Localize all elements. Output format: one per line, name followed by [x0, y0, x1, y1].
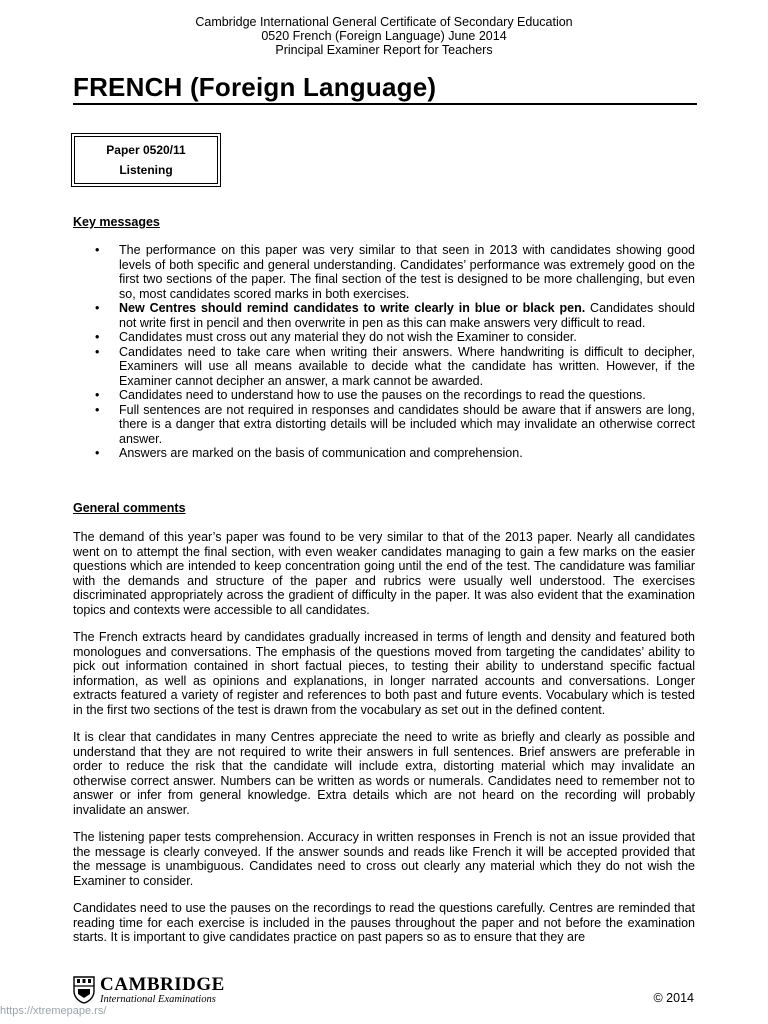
paragraph: It is clear that candidates in many Centres appreciate the need to write as briefly and clearly as possible and understand that they are not required to write their answers in full sentences. Brief answers are preferable in order to reduce the risk that the candidate will include extra, distorting material which may invalidate an otherwise correct answer. Numbers can be written as words or numerals. Candidates need to remember not to answer or infer from general knowledge. Extra details which are not heard on the recording will probably invalidate an answer. — [73, 730, 695, 817]
general-comments-body — [73, 530, 695, 958]
list-item — [73, 345, 695, 389]
paragraph: The demand of this year’s paper was found to be very similar to that of the 2013 paper. Nearly all candidates went on to attempt the final section, with even weaker candidates managing to gain a few marks on the easier questions which are intended to keep concentration going until the end of the test. The candidature was familiar with the demands and structure of the paper and rubrics were usually well understood. The exercises discriminated appropriately across the gradient of difficulty in the paper. It was also evident that the examination topics and contexts were accessible to all candidates. — [73, 530, 695, 617]
paper-number: Paper 0520/11 — [106, 143, 186, 157]
paper-info-box-inner — [74, 136, 218, 184]
watermark-url: https://xtremepape.rs/ — [0, 1005, 107, 1017]
list-item-text: The performance on this paper was very similar to that seen in 2013 with candidates showing good levels of both specific and general understanding. Candidates’ performance was extremely good on the first two sections of the paper. The final section of the test is designed to be more challenging, but even so, most candidates scored marks in both exercises. — [119, 243, 695, 301]
cambridge-crest-icon — [73, 976, 95, 1004]
header-line-syllabus: 0520 French (Foreign Language) June 2014 — [261, 29, 507, 43]
list-item-text: Full sentences are not required in responses and candidates should be aware that if answers are long, there is a danger that extra distorting details will be included which may invalidate an otherwise correct answer. — [119, 402, 695, 446]
list-item-text: Answers are marked on the basis of communication and comprehension. — [119, 446, 523, 460]
bullet-icon: • — [95, 301, 100, 315]
list-item-text: Candidates must cross out any material they do not wish the Examiner to consider. — [119, 330, 577, 344]
list-item — [73, 243, 695, 301]
list-item — [73, 403, 695, 447]
page-title: FRENCH (Foreign Language) — [73, 72, 437, 102]
bullet-icon: • — [95, 344, 100, 359]
list-item-text: Candidates need to understand how to use the pauses on the recordings to read the questions. — [119, 388, 646, 402]
logo-name: CAMBRIDGE — [100, 973, 225, 995]
key-messages-list — [73, 243, 695, 461]
bullet-icon: • — [95, 330, 100, 344]
header-line-report: Principal Examiner Report for Teachers — [275, 43, 493, 57]
copyright-notice: © 2014 — [653, 991, 694, 1005]
logo-subtitle: International Examinations — [100, 993, 216, 1005]
paper-info-box — [71, 133, 221, 187]
key-messages-heading: Key messages — [73, 215, 160, 229]
bullet-icon: • — [95, 402, 100, 417]
cambridge-logo — [73, 975, 225, 1005]
paragraph: Candidates need to use the pauses on the recordings to read the questions carefully. Centres are reminded that reading time for each exercise is included in the pauses throughout the paper and not before the examination starts. It is important to give candidates practice on past papers so as to ensure that they are — [73, 901, 695, 944]
paper-component: Listening — [119, 163, 173, 177]
paragraph: The French extracts heard by candidates gradually increased in terms of length and density and featured both monologues and conversations. The emphasis of the questions moved from targeting the candidates’ ability to pick out information contained in short factual pieces, to testing their ability to understand specific factual information, as well as opinions and explanations, in longer narrated accounts and conversations. Longer extracts featured a variety of register and references to both past and future events. Vocabulary which is tested in the first two sections of the test is drawn from the vocabulary as set out in the defined content. — [73, 630, 695, 717]
list-item — [73, 330, 695, 345]
list-item — [73, 388, 695, 403]
title-divider — [73, 103, 697, 105]
bullet-icon: • — [95, 388, 100, 402]
page-header — [0, 15, 768, 57]
list-item — [73, 446, 695, 461]
list-item-text: Candidates should not write first in pencil and then overwrite in pen as this can make answers very difficult to read. — [119, 301, 695, 330]
bullet-icon: • — [95, 446, 100, 460]
list-item-text: Candidates need to take care when writing their answers. Where handwriting is difficult to decipher, Examiners will use all means available to decide what the candidate has written. However, if the Examiner cannot decipher an answer, a mark cannot be awarded. — [119, 344, 695, 388]
list-item — [73, 301, 695, 330]
header-line-qualification: Cambridge International General Certificate of Secondary Education — [195, 15, 573, 29]
paragraph: The listening paper tests comprehension. Accuracy in written responses in French is not an issue provided that the message is clearly conveyed. If the answer sounds and reads like French it will be accepted provided that the message is unambiguous. Candidates need to cross out clearly any material which they do not wish the Examiner to consider. — [73, 830, 695, 888]
general-comments-heading: General comments — [73, 501, 186, 515]
bullet-icon: • — [95, 243, 100, 257]
list-item-emphasis: New Centres should remind candidates to write clearly in blue or black pen. — [119, 301, 586, 315]
